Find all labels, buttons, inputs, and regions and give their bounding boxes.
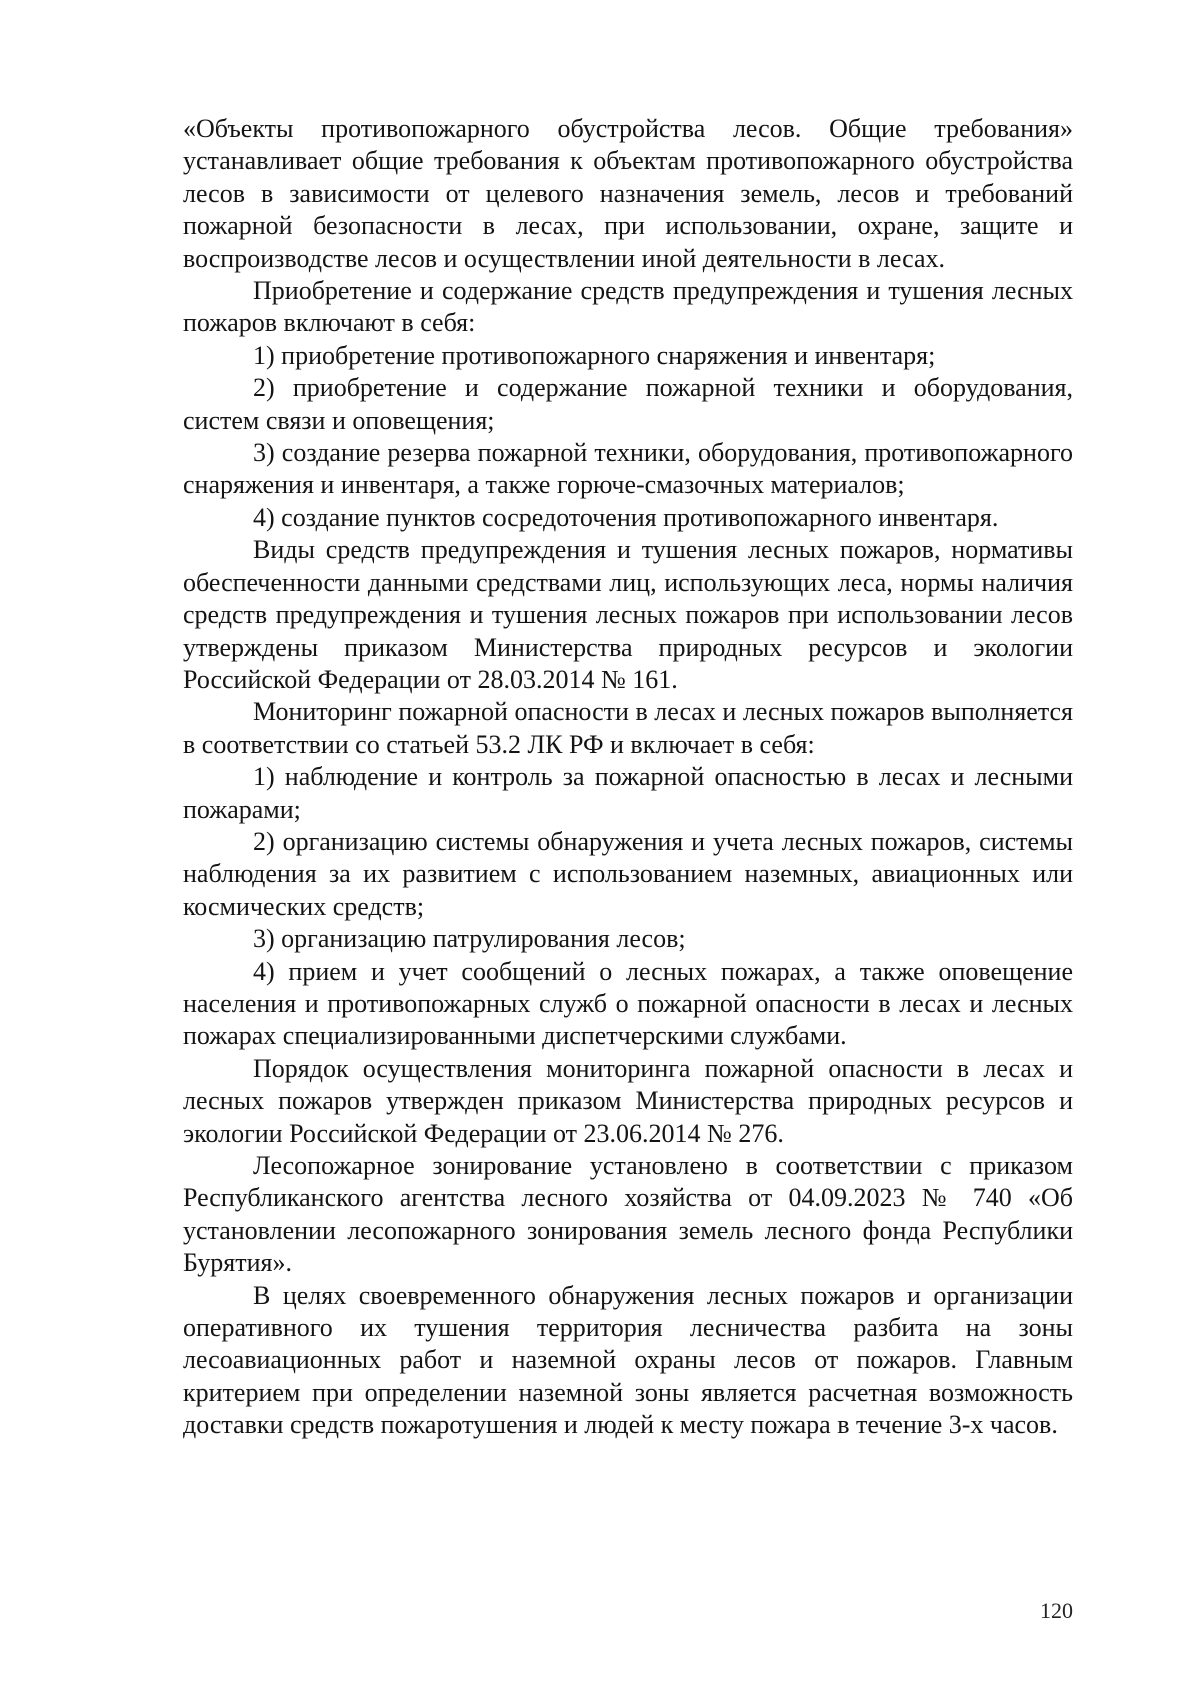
document-body: [183, 113, 1073, 1442]
paragraph-equipment-intro: Приобретение и содержание средств предупреждения и тушения лесных пожаров включают в себя:: [183, 276, 1073, 338]
list-item-monitoring-1: 1) наблюдение и контроль за пожарной опасностью в лесах и лесными пожарами;: [183, 762, 1073, 824]
list-item-equipment-4: 4) создание пунктов сосредоточения противопожарного инвентаря.: [253, 502, 999, 532]
list-item-monitoring-2: 2) организацию системы обнаружения и учета лесных пожаров, системы наблюдения за их развитием с использованием наземных, авиационных или космических средств;: [183, 826, 1073, 921]
paragraph-monitoring-order: Порядок осуществления мониторинга пожарной опасности в лесах и лесных пожаров утвержден приказом Министерства природных ресурсов и экологии Российской Федерации от 23.06.2014 № 276.: [183, 1053, 1073, 1148]
paragraph-norms: Виды средств предупреждения и тушения лесных пожаров, нормативы обеспеченности данными средствами лиц, использующих леса, нормы наличия средств предупреждения и тушения лесных пожаров при использовании лесов утверждены приказом Министерства природных ресурсов и экологии Российской Федерации от 28.03.2014 № 161.: [183, 535, 1073, 694]
list-item-equipment-3: 3) создание резерва пожарной техники, оборудования, противопожарного снаряжения и инвентаря, а также горюче-смазочных материалов;: [183, 438, 1073, 500]
page-number: 120: [1040, 1598, 1073, 1623]
paragraph-monitoring-intro: Мониторинг пожарной опасности в лесах и лесных пожаров выполняется в соответствии со статьей 53.2 ЛК РФ и включает в себя:: [183, 697, 1073, 759]
list-item-monitoring-4: 4) прием и учет сообщений о лесных пожарах, а также оповещение населения и противопожарных служб о пожарной опасности в лесах и лесных пожарах специализированными диспетчерскими службами.: [183, 956, 1073, 1051]
paragraph-zoning: Лесопожарное зонирование установлено в соответствии с приказом Республиканского агентства лесного хозяйства от 04.09.2023 № 740 «Об установлении лесопожарного зонирования земель лесного фонда Республики Бурятия».: [183, 1151, 1073, 1278]
list-item-equipment-2: 2) приобретение и содержание пожарной техники и оборудования, систем связи и оповещения;: [183, 373, 1073, 435]
list-item-monitoring-3: 3) организацию патрулирования лесов;: [253, 924, 686, 954]
paragraph-zones-criteria: В целях своевременного обнаружения лесных пожаров и организации оперативного их тушения территория лесничества разбита на зоны лесоавиационных работ и наземной охраны лесов от пожаров. Главным критерием при определении наземной зоны является расчетная возможность доставки средств пожаротушения и людей к месту пожара в течение 3-х часов.: [183, 1280, 1073, 1440]
list-item-equipment-1: 1) приобретение противопожарного снаряжения и инвентаря;: [253, 340, 936, 370]
paragraph-standard-intro: «Объекты противопожарного обустройства лесов. Общие требования» устанавливает общие требования к объектам противопожарного обустройства лесов в зависимости от целевого назначения земель, лесов и требований пожарной безопасности в лесах, при использовании, охране, защите и воспроизводстве лесов и осуществлении иной деятельности в лесах.: [183, 114, 1073, 273]
